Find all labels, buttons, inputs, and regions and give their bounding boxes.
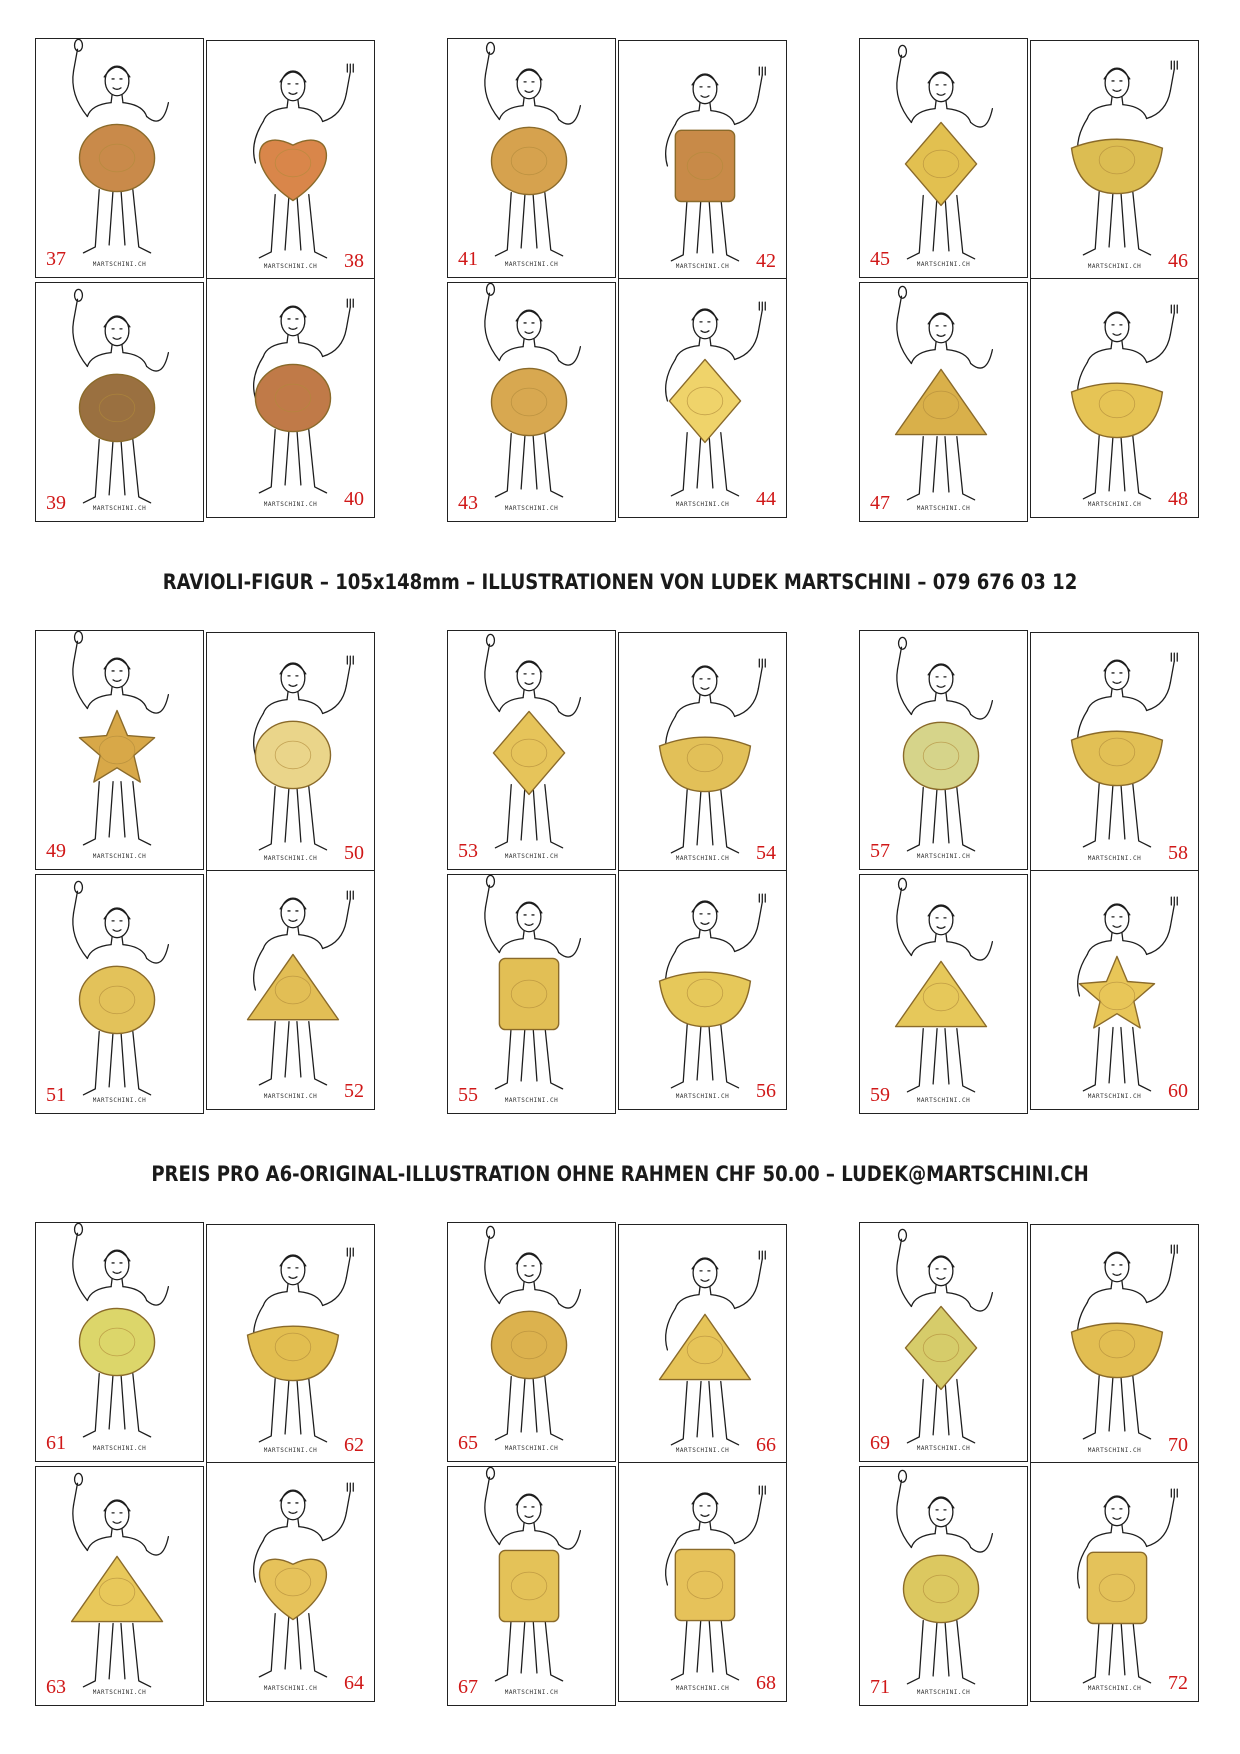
ravioli-half bbox=[248, 1326, 339, 1380]
card-number: 68 bbox=[756, 1672, 776, 1694]
artist-signature: MARTSCHINI.CH bbox=[916, 261, 971, 268]
ravioli-star bbox=[1079, 956, 1154, 1028]
card-group bbox=[35, 630, 377, 1118]
illustration-card bbox=[447, 282, 616, 522]
ravioli-half bbox=[1072, 1323, 1163, 1377]
card-group bbox=[859, 38, 1201, 526]
ravioli-triangle bbox=[72, 1556, 163, 1621]
card-group bbox=[859, 1222, 1201, 1710]
card-number: 64 bbox=[344, 1672, 364, 1694]
illustration-art bbox=[36, 1467, 203, 1705]
artist-signature: MARTSCHINI.CH bbox=[1087, 1447, 1142, 1454]
ravioli-round bbox=[79, 124, 154, 191]
illustration-sheet bbox=[35, 38, 1205, 526]
card-number: 51 bbox=[46, 1084, 66, 1106]
illustration-card bbox=[206, 1462, 375, 1702]
card-number: 55 bbox=[458, 1084, 478, 1106]
illustration-art bbox=[860, 283, 1027, 521]
illustration-card bbox=[1030, 40, 1199, 280]
artist-signature: MARTSCHINI.CH bbox=[504, 505, 559, 512]
card-group bbox=[859, 630, 1201, 1118]
illustration-art bbox=[860, 39, 1027, 277]
illustration-card bbox=[447, 874, 616, 1114]
artist-signature: MARTSCHINI.CH bbox=[916, 505, 971, 512]
illustration-card bbox=[35, 630, 204, 870]
ravioli-round bbox=[491, 127, 566, 194]
card-number: 48 bbox=[1168, 488, 1188, 510]
illustration-card bbox=[1030, 1224, 1199, 1464]
ravioli-round bbox=[79, 374, 154, 441]
ravioli-round bbox=[255, 364, 330, 431]
illustration-card bbox=[447, 38, 616, 278]
illustration-art bbox=[448, 1467, 615, 1705]
ravioli-half bbox=[1072, 139, 1163, 193]
illustration-card bbox=[618, 870, 787, 1110]
artist-signature: MARTSCHINI.CH bbox=[504, 853, 559, 860]
illustration-card bbox=[859, 1222, 1028, 1462]
illustration-art bbox=[448, 631, 615, 869]
illustration-sheet bbox=[35, 1222, 1205, 1710]
card-number: 69 bbox=[870, 1432, 890, 1454]
ravioli-triangle bbox=[660, 1314, 751, 1379]
ravioli-half bbox=[660, 737, 751, 791]
artist-signature: MARTSCHINI.CH bbox=[675, 1685, 730, 1692]
card-number: 38 bbox=[344, 250, 364, 272]
illustration-art bbox=[207, 871, 374, 1109]
illustration-card bbox=[447, 1466, 616, 1706]
illustration-card bbox=[35, 874, 204, 1114]
illustration-card bbox=[206, 278, 375, 518]
illustration-art bbox=[860, 631, 1027, 869]
card-number: 58 bbox=[1168, 842, 1188, 864]
illustration-card bbox=[35, 1466, 204, 1706]
card-group bbox=[447, 38, 789, 526]
ravioli-square bbox=[675, 130, 734, 201]
illustration-card bbox=[618, 1462, 787, 1702]
illustration-art bbox=[860, 875, 1027, 1113]
ravioli-square bbox=[1087, 1552, 1146, 1623]
illustration-card bbox=[447, 1222, 616, 1462]
illustration-art bbox=[619, 871, 786, 1109]
ravioli-square bbox=[675, 1549, 734, 1620]
illustration-card bbox=[206, 1224, 375, 1464]
illustration-card bbox=[447, 630, 616, 870]
illustration-art bbox=[619, 1463, 786, 1701]
artist-signature: MARTSCHINI.CH bbox=[916, 1689, 971, 1696]
illustration-card bbox=[859, 1466, 1028, 1706]
artist-signature: MARTSCHINI.CH bbox=[675, 1093, 730, 1100]
artist-signature: MARTSCHINI.CH bbox=[504, 1689, 559, 1696]
illustration-art bbox=[860, 1467, 1027, 1705]
illustration-card bbox=[859, 38, 1028, 278]
ravioli-star bbox=[79, 710, 154, 782]
illustration-card bbox=[206, 870, 375, 1110]
ravioli-triangle bbox=[896, 369, 987, 434]
ravioli-diamond bbox=[905, 1306, 976, 1389]
headline-price: PREIS PRO A6-ORIGINAL-ILLUSTRATION OHNE RAHMEN CHF 50.00 – LUDEK@MARTSCHINI.CH bbox=[151, 1162, 1089, 1186]
card-number: 59 bbox=[870, 1084, 890, 1106]
ravioli-square bbox=[499, 1550, 558, 1621]
card-number: 45 bbox=[870, 248, 890, 270]
illustration-art bbox=[619, 1225, 786, 1463]
illustration-art bbox=[860, 1223, 1027, 1461]
card-number: 72 bbox=[1168, 1672, 1188, 1694]
artist-signature: MARTSCHINI.CH bbox=[916, 1097, 971, 1104]
artist-signature: MARTSCHINI.CH bbox=[916, 1445, 971, 1452]
ravioli-triangle bbox=[248, 954, 339, 1019]
illustration-art bbox=[207, 633, 374, 871]
artist-signature: MARTSCHINI.CH bbox=[1087, 1685, 1142, 1692]
ravioli-triangle bbox=[896, 961, 987, 1026]
illustration-art bbox=[1031, 1225, 1198, 1463]
artist-signature: MARTSCHINI.CH bbox=[1087, 855, 1142, 862]
artist-signature: MARTSCHINI.CH bbox=[675, 263, 730, 270]
ravioli-round bbox=[255, 721, 330, 788]
illustration-card bbox=[1030, 632, 1199, 872]
card-number: 41 bbox=[458, 248, 478, 270]
illustration-art bbox=[207, 1225, 374, 1463]
artist-signature: MARTSCHINI.CH bbox=[263, 501, 318, 508]
card-number: 40 bbox=[344, 488, 364, 510]
ravioli-round bbox=[903, 722, 978, 789]
card-number: 70 bbox=[1168, 1434, 1188, 1456]
card-number: 66 bbox=[756, 1434, 776, 1456]
illustration-art bbox=[36, 283, 203, 521]
illustration-art bbox=[207, 41, 374, 279]
card-number: 49 bbox=[46, 840, 66, 862]
card-group bbox=[35, 38, 377, 526]
card-number: 57 bbox=[870, 840, 890, 862]
card-number: 71 bbox=[870, 1676, 890, 1698]
headline-info: RAVIOLI-FIGUR – 105x148mm – ILLUSTRATIONEN VON LUDEK MARTSCHINI – 079 676 03 12 bbox=[162, 570, 1078, 594]
ravioli-half bbox=[1072, 731, 1163, 785]
illustration-art bbox=[207, 279, 374, 517]
illustration-card bbox=[859, 874, 1028, 1114]
artist-signature: MARTSCHINI.CH bbox=[504, 1445, 559, 1452]
ravioli-round bbox=[79, 1308, 154, 1375]
illustration-card bbox=[618, 40, 787, 280]
card-number: 63 bbox=[46, 1676, 66, 1698]
card-number: 44 bbox=[756, 488, 776, 510]
illustration-art bbox=[36, 875, 203, 1113]
illustration-art bbox=[448, 283, 615, 521]
card-group bbox=[447, 1222, 789, 1710]
card-number: 50 bbox=[344, 842, 364, 864]
illustration-sheet bbox=[35, 630, 1205, 1118]
artist-signature: MARTSCHINI.CH bbox=[92, 1097, 147, 1104]
illustration-card bbox=[35, 38, 204, 278]
card-number: 43 bbox=[458, 492, 478, 514]
illustration-card bbox=[618, 632, 787, 872]
ravioli-half bbox=[1072, 383, 1163, 437]
artist-signature: MARTSCHINI.CH bbox=[263, 855, 318, 862]
card-number: 52 bbox=[344, 1080, 364, 1102]
illustration-art bbox=[448, 875, 615, 1113]
illustration-card bbox=[618, 278, 787, 518]
illustration-card bbox=[1030, 870, 1199, 1110]
card-number: 53 bbox=[458, 840, 478, 862]
card-number: 46 bbox=[1168, 250, 1188, 272]
illustration-card bbox=[206, 632, 375, 872]
illustration-art bbox=[1031, 633, 1198, 871]
artist-signature: MARTSCHINI.CH bbox=[92, 853, 147, 860]
illustration-art bbox=[1031, 1463, 1198, 1701]
illustration-art bbox=[207, 1463, 374, 1701]
artist-signature: MARTSCHINI.CH bbox=[263, 1093, 318, 1100]
illustration-card bbox=[35, 1222, 204, 1462]
artist-signature: MARTSCHINI.CH bbox=[504, 1097, 559, 1104]
card-number: 37 bbox=[46, 248, 66, 270]
illustration-card bbox=[35, 282, 204, 522]
ravioli-square bbox=[499, 958, 558, 1029]
card-number: 67 bbox=[458, 1676, 478, 1698]
card-number: 61 bbox=[46, 1432, 66, 1454]
illustration-art bbox=[1031, 41, 1198, 279]
card-number: 39 bbox=[46, 492, 66, 514]
illustration-card bbox=[1030, 278, 1199, 518]
artist-signature: MARTSCHINI.CH bbox=[916, 853, 971, 860]
card-number: 47 bbox=[870, 492, 890, 514]
ravioli-diamond bbox=[669, 359, 740, 442]
illustration-card bbox=[206, 40, 375, 280]
card-number: 42 bbox=[756, 250, 776, 272]
illustration-art bbox=[619, 633, 786, 871]
card-group bbox=[447, 630, 789, 1118]
illustration-art bbox=[36, 39, 203, 277]
artist-signature: MARTSCHINI.CH bbox=[1087, 263, 1142, 270]
artist-signature: MARTSCHINI.CH bbox=[263, 1447, 318, 1454]
artist-signature: MARTSCHINI.CH bbox=[263, 1685, 318, 1692]
illustration-art bbox=[36, 1223, 203, 1461]
artist-signature: MARTSCHINI.CH bbox=[263, 263, 318, 270]
illustration-art bbox=[1031, 871, 1198, 1109]
ravioli-round bbox=[79, 966, 154, 1033]
card-number: 56 bbox=[756, 1080, 776, 1102]
illustration-art bbox=[1031, 279, 1198, 517]
illustration-card bbox=[859, 630, 1028, 870]
card-group bbox=[35, 1222, 377, 1710]
illustration-art bbox=[619, 279, 786, 517]
artist-signature: MARTSCHINI.CH bbox=[1087, 1093, 1142, 1100]
illustration-card bbox=[859, 282, 1028, 522]
artist-signature: MARTSCHINI.CH bbox=[675, 855, 730, 862]
artist-signature: MARTSCHINI.CH bbox=[1087, 501, 1142, 508]
illustration-card bbox=[1030, 1462, 1199, 1702]
ravioli-diamond bbox=[493, 711, 564, 794]
illustration-art bbox=[448, 1223, 615, 1461]
card-number: 65 bbox=[458, 1432, 478, 1454]
artist-signature: MARTSCHINI.CH bbox=[92, 1689, 147, 1696]
artist-signature: MARTSCHINI.CH bbox=[675, 501, 730, 508]
illustration-art bbox=[36, 631, 203, 869]
illustration-art bbox=[448, 39, 615, 277]
card-number: 54 bbox=[756, 842, 776, 864]
illustration-art bbox=[619, 41, 786, 279]
artist-signature: MARTSCHINI.CH bbox=[504, 261, 559, 268]
ravioli-round bbox=[491, 1311, 566, 1378]
ravioli-round bbox=[491, 368, 566, 435]
illustration-card bbox=[618, 1224, 787, 1464]
ravioli-round bbox=[903, 1555, 978, 1622]
artist-signature: MARTSCHINI.CH bbox=[92, 261, 147, 268]
card-number: 62 bbox=[344, 1434, 364, 1456]
ravioli-half bbox=[660, 972, 751, 1026]
artist-signature: MARTSCHINI.CH bbox=[675, 1447, 730, 1454]
card-number: 60 bbox=[1168, 1080, 1188, 1102]
ravioli-diamond bbox=[905, 122, 976, 205]
artist-signature: MARTSCHINI.CH bbox=[92, 505, 147, 512]
artist-signature: MARTSCHINI.CH bbox=[92, 1445, 147, 1452]
